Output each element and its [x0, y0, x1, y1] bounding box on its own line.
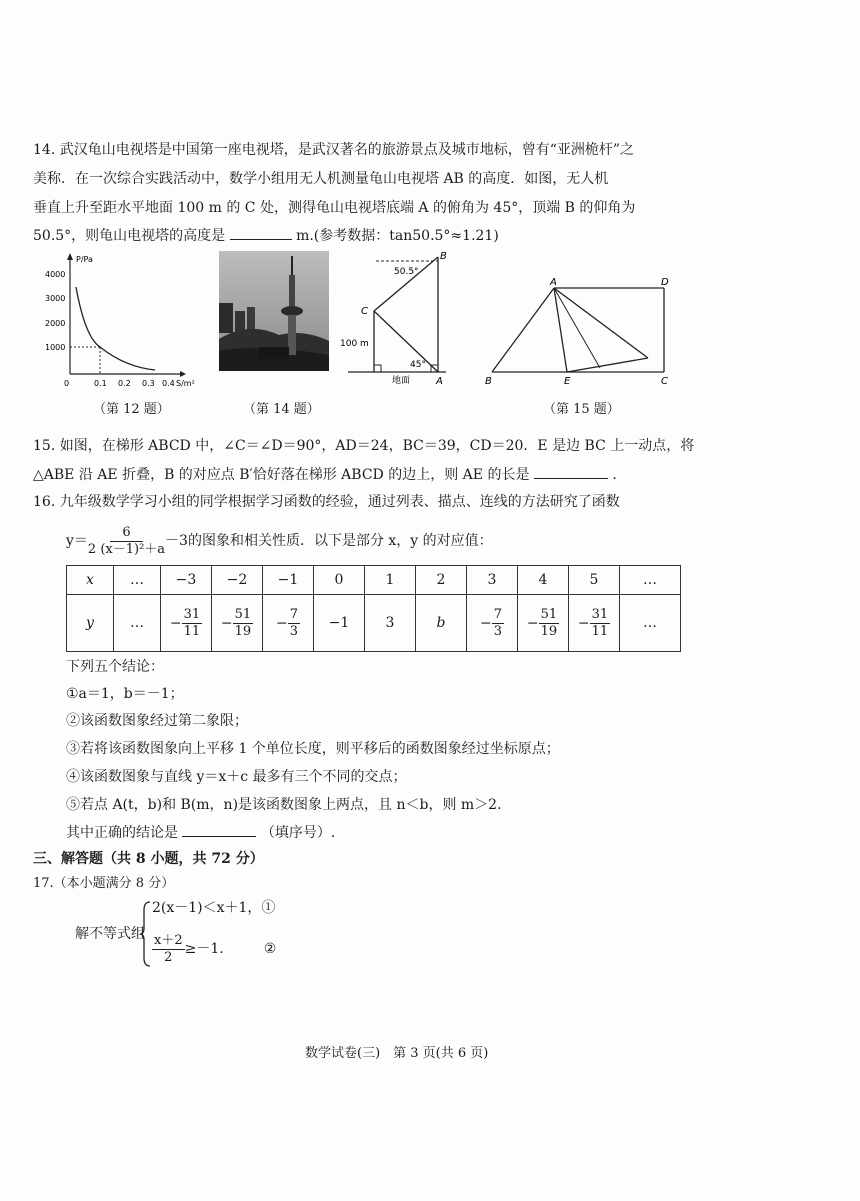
minus-sign: − [479, 615, 492, 631]
q16-answer [66, 822, 335, 843]
fig14-angle-45: 45° [410, 360, 426, 370]
table-cell-y: 3 [365, 595, 416, 652]
fig12-xtick-02: 0.2 [118, 379, 131, 388]
fig12-ytick-1000: 1000 [45, 343, 66, 352]
q14-line1: 14. 武汉龟山电视塔是中国第一座电视塔，是武汉著名的旅游景点及城市地标，曾有“亚洲桅杆”之 [33, 142, 635, 158]
table-cell-x: … [114, 566, 161, 595]
q16-answer-text: 其中正确的结论是 [66, 825, 178, 841]
table-fraction [288, 607, 300, 640]
q17-eq2-num: x＋2 [154, 932, 183, 948]
fig15-label-a: A [550, 277, 557, 288]
table-cell-x: … [620, 566, 681, 595]
q14-line4-ref: m.(参考数据：tan50.5°≈1.21) [296, 228, 499, 244]
q16-func-num: 6 [110, 525, 142, 542]
fig15-label-d: D [661, 277, 669, 288]
fraction-denominator: 11 [591, 623, 609, 639]
table-cell-y [212, 595, 263, 652]
system-brace [140, 900, 152, 968]
table-fraction [182, 607, 203, 640]
minus-sign: − [526, 615, 539, 631]
table-cell-x: −1 [263, 566, 314, 595]
table-row-y [67, 595, 681, 652]
page-footer: 数学试卷(三) 第 3 页(共 6 页) [305, 1046, 489, 1061]
q14-line3: 垂直上升至距水平地面 100 m 的 C 处，测得龟山电视塔底端 A 的俯角为 45°，顶端 B 的仰角为 [33, 200, 636, 216]
fraction-denominator: 19 [234, 623, 252, 639]
fig12-ytick-2000: 2000 [45, 319, 66, 328]
minus-sign: − [220, 615, 233, 631]
fraction-numerator: 31 [183, 606, 201, 622]
q16-conclusion-4: ④该函数图象与直线 y＝x＋c 最多有三个不同的交点； [66, 769, 407, 785]
q14-line4 [33, 225, 499, 246]
table-cell-y [263, 595, 314, 652]
answer-blank-15 [534, 464, 608, 479]
q16-func-den: 2 (x－1)²＋a [87, 541, 166, 557]
table-cell-y [518, 595, 569, 652]
q14-line4-text: 50.5°，则龟山电视塔的高度是 [33, 228, 226, 244]
fig12-xlabel: S/m² [176, 379, 195, 388]
q17-inequality-2 [152, 932, 276, 966]
fraction-numerator: 51 [234, 606, 252, 622]
section-3-heading: 三、解答题（共 8 小题，共 72 分） [33, 851, 264, 867]
table-cell-y: b [416, 595, 467, 652]
fig12-xtick-0: 0 [64, 379, 70, 388]
table-cell-x: −3 [161, 566, 212, 595]
answer-blank-16 [182, 822, 256, 837]
q16-conclusion-5: ⑤若点 A(t，b)和 B(m，n)是该函数图象上两点，且 n＜b，则 m＞2. [66, 797, 502, 813]
q16-line1: 16. 九年级数学学习小组的同学根据学习函数的经验，通过列表、描点、连线的方法研究了函数 [33, 494, 620, 510]
fraction-denominator: 11 [183, 623, 201, 639]
table-cell-y [161, 595, 212, 652]
fig12-ylabel: P/Pa [76, 255, 93, 264]
table-cell-x: −2 [212, 566, 263, 595]
table-cell-y [467, 595, 518, 652]
fraction-numerator: 7 [289, 606, 298, 622]
q17-eq2-den: 2 [164, 949, 173, 965]
fig14-label-c: C [361, 306, 368, 317]
q16-func-prefix: y＝ [66, 533, 88, 549]
fig12-xtick-04: 0.4 [162, 379, 175, 388]
fig12-curve [76, 287, 155, 370]
caption-15: （第 15 题） [543, 402, 620, 417]
figure-15-diagram [480, 274, 680, 390]
q17-eq2-fraction [152, 933, 185, 966]
caption-12: （第 12 题） [93, 402, 170, 417]
minus-sign: − [577, 615, 590, 631]
table-cell-x: x [67, 566, 114, 595]
tv-tower-photo [219, 251, 329, 371]
figure-14-diagram [338, 251, 458, 386]
table-cell-y: … [114, 595, 161, 652]
fig12-ytick-4000: 4000 [45, 270, 66, 279]
q16-conclusion-2: ②该函数图象经过第二象限； [66, 713, 248, 729]
q16-conclusion-3: ③若将该函数图象向上平移 1 个单位长度，则平移后的函数图象经过坐标原点； [66, 741, 560, 757]
fig15-label-e: E [564, 376, 571, 387]
table-cell-y: −1 [314, 595, 365, 652]
q15-line2 [33, 464, 617, 485]
fig15-label-b: B [485, 376, 492, 387]
fig14-label-a: A [436, 376, 443, 386]
minus-sign: − [275, 615, 288, 631]
fraction-numerator: 51 [540, 606, 558, 622]
minus-sign: − [169, 615, 182, 631]
q15-line2-text: △ABE 沿 AE 折叠，B 的对应点 B′恰好落在梯形 ABCD 的边上，则 AE 的长是 [33, 467, 530, 483]
q16-intro: 下列五个结论： [66, 659, 164, 675]
q15-line2-end: . [612, 467, 617, 483]
table-cell-x: 3 [467, 566, 518, 595]
table-cell-x: 1 [365, 566, 416, 595]
q16-func-fraction [88, 525, 165, 558]
figure-12-graph [40, 252, 215, 392]
table-cell-y [569, 595, 620, 652]
q16-conclusion-1: ①a＝1，b＝－1； [66, 686, 184, 702]
fig12-ytick-3000: 3000 [45, 294, 66, 303]
q17-eq2-mark: ② [263, 941, 277, 957]
fraction-denominator: 19 [540, 623, 558, 639]
q17-lead: 解不等式组 [75, 926, 145, 942]
q17-inequality-1: 2(x－1)＜x＋1，① [152, 900, 276, 916]
table-fraction [233, 607, 254, 640]
table-row-x [67, 566, 681, 595]
fig12-xtick-01: 0.1 [94, 379, 107, 388]
fraction-denominator: 3 [289, 623, 298, 639]
fig12-xtick-03: 0.3 [142, 379, 155, 388]
q14-line2: 美称．在一次综合实践活动中，数学小组用无人机测量龟山电视塔 AB 的高度．如图，无人机 [33, 171, 609, 187]
fig15-label-c: C [661, 376, 668, 387]
fraction-numerator: 7 [493, 606, 502, 622]
table-fraction [590, 607, 611, 640]
fig14-label-b: B [440, 251, 447, 262]
fraction-denominator: 3 [493, 623, 502, 639]
q16-answer-hint: （填序号）. [260, 825, 336, 841]
table-cell-y: … [620, 595, 681, 652]
caption-14: （第 14 题） [243, 402, 320, 417]
table-fraction [539, 607, 560, 640]
q16-function [66, 523, 493, 559]
fig14-angle-50-5: 50.5° [394, 267, 419, 277]
table-fraction [492, 607, 504, 640]
q16-func-suffix: －3的图象和相关性质．以下是部分 x，y 的对应值： [165, 533, 493, 549]
table-cell-x: 2 [416, 566, 467, 595]
table-cell-x: 4 [518, 566, 569, 595]
fig14-ground: 地面 [392, 376, 411, 386]
fraction-numerator: 31 [591, 606, 609, 622]
q17-heading: 17.（本小题满分 8 分） [33, 876, 175, 891]
q17-eq2-rest: ≥－1. [184, 941, 224, 957]
xy-value-table [66, 565, 681, 652]
fig14-height-100m: 100 m [340, 339, 369, 349]
answer-blank-14 [230, 225, 292, 240]
table-cell-y: y [67, 595, 114, 652]
q15-line1: 15. 如图，在梯形 ABCD 中，∠C＝∠D＝90°，AD＝24，BC＝39，CD＝20．E 是边 BC 上一动点，将 [33, 438, 695, 454]
table-cell-x: 0 [314, 566, 365, 595]
table-cell-x: 5 [569, 566, 620, 595]
